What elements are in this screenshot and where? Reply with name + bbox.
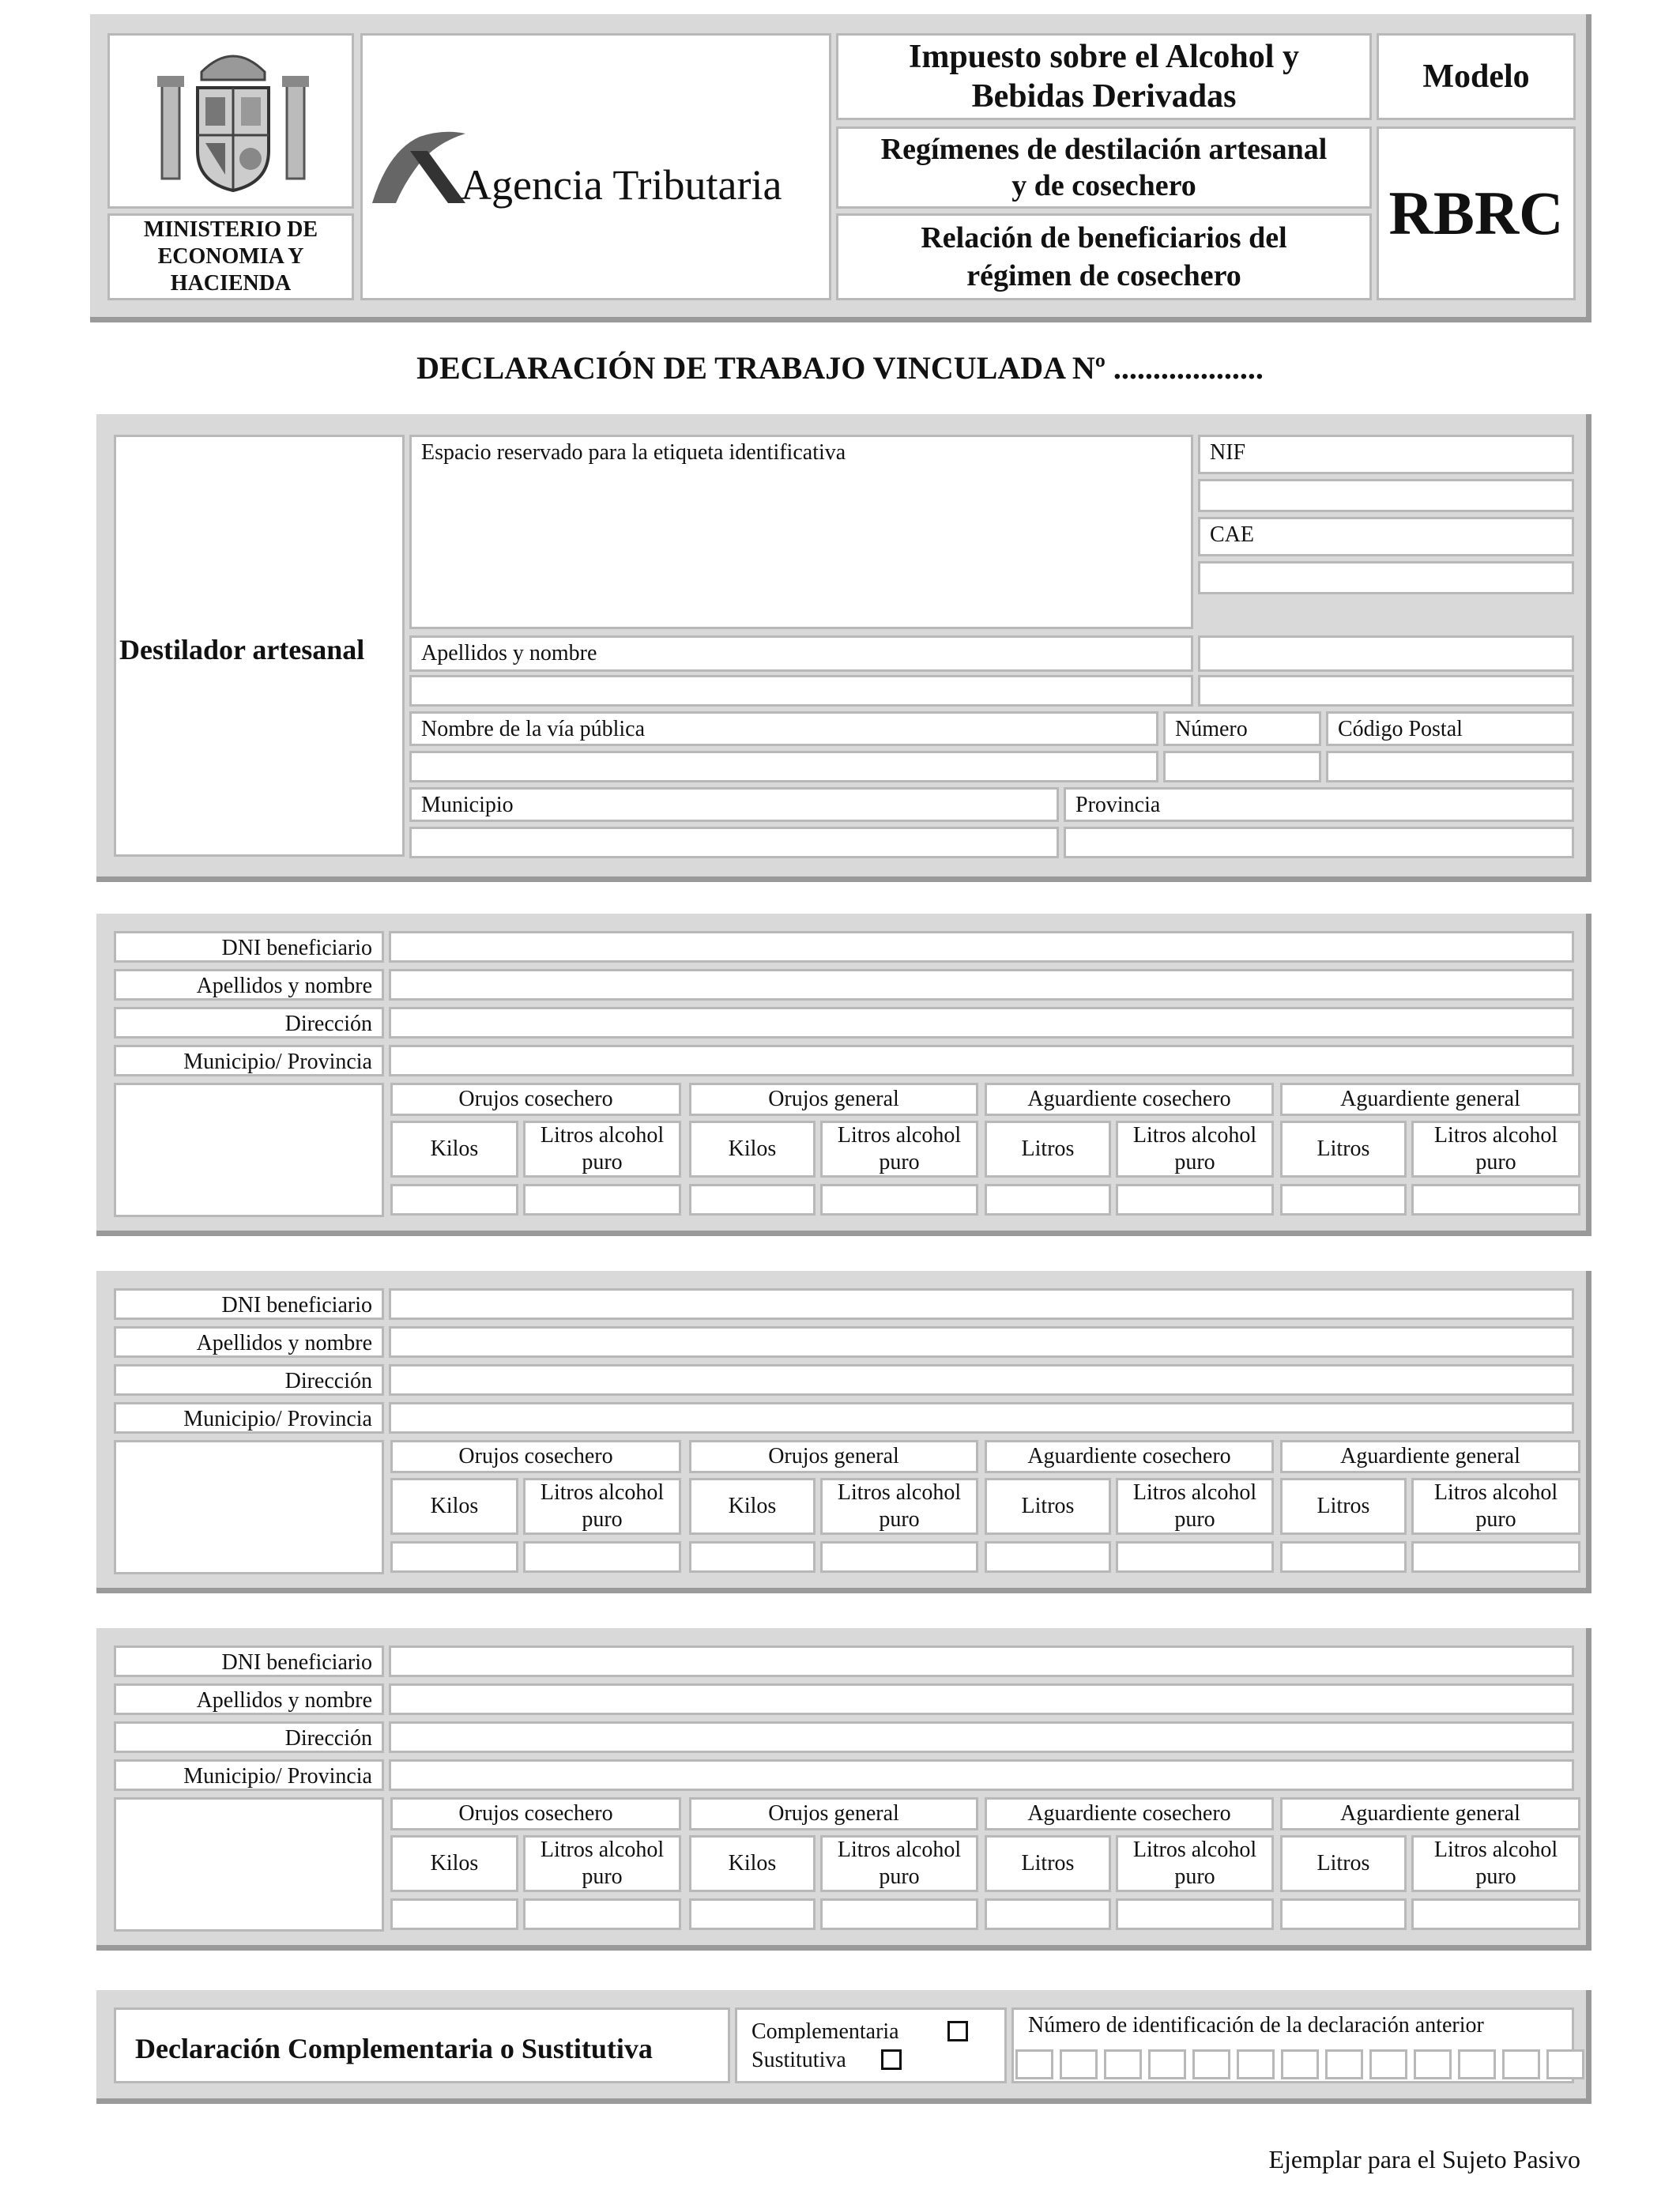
label-space-cell	[409, 435, 1193, 629]
beneficiary-address-label-cell	[114, 1007, 384, 1039]
previous-id-digit-input[interactable]	[1281, 2049, 1319, 2079]
product-col2-input[interactable]	[820, 1898, 978, 1930]
product-col2-header	[1411, 1835, 1580, 1892]
nif-label: NIF	[1210, 440, 1246, 465]
coat-of-arms-cell	[107, 33, 354, 209]
beneficiary-address-input[interactable]	[389, 1364, 1574, 1396]
postal-code-input[interactable]	[1326, 751, 1574, 782]
cae-label-cell	[1198, 517, 1574, 556]
product-col2-label: Litros alcohol puro	[1433, 1123, 1558, 1174]
product-group-header	[1280, 1440, 1580, 1473]
product-col1-input[interactable]	[689, 1184, 816, 1216]
label-space-label: Espacio reservado para la etiqueta identificativa	[421, 440, 846, 465]
previous-id-digit-input[interactable]	[1015, 2049, 1053, 2079]
product-col2-header	[1116, 1121, 1274, 1178]
cae-label: CAE	[1210, 522, 1254, 547]
product-col1-input[interactable]	[390, 1541, 518, 1573]
modelo-code: RBRC	[1388, 179, 1564, 247]
product-col2-label: Litros alcohol puro	[540, 1838, 665, 1889]
product-col1-label: Kilos	[430, 1494, 479, 1518]
beneficiary-municipality-input[interactable]	[389, 1045, 1574, 1076]
beneficiary-address-input[interactable]	[389, 1007, 1574, 1039]
beneficiary-dni-input[interactable]	[389, 931, 1574, 963]
product-col2-label: Litros alcohol puro	[540, 1480, 665, 1532]
product-col1-header	[1280, 1121, 1407, 1178]
postal-code-label: Código Postal	[1338, 717, 1463, 741]
previous-id-digit-input[interactable]	[1148, 2049, 1186, 2079]
product-col2-header	[1116, 1835, 1274, 1892]
beneficiary-name-input[interactable]	[389, 1326, 1574, 1358]
declaration-title: DECLARACIÓN DE TRABAJO VINCULADA Nº ...................	[416, 350, 1264, 386]
product-col1-header	[689, 1835, 816, 1892]
beneficiary-spacer-cell	[114, 1797, 384, 1932]
previous-id-digit-input[interactable]	[1546, 2049, 1584, 2079]
previous-id-digits	[1015, 2049, 1570, 2079]
beneficiary-municipality-label: Municipio/ Provincia	[183, 1764, 372, 1789]
product-col2-label: Litros alcohol puro	[1132, 1838, 1257, 1889]
product-col2-header	[820, 1121, 978, 1178]
product-col2-header	[523, 1478, 681, 1535]
beneficiary-spacer-cell	[114, 1083, 384, 1217]
product-group-header	[390, 1083, 681, 1116]
previous-id-digit-input[interactable]	[1369, 2049, 1407, 2079]
product-group-title: Orujos cosechero	[458, 1444, 613, 1468]
beneficiary-dni-label: DNI beneficiario	[221, 1293, 372, 1318]
beneficiary-name-input[interactable]	[389, 969, 1574, 1001]
modelo-label: Modelo	[1422, 58, 1530, 95]
nif-label-cell	[1198, 435, 1574, 474]
product-col1-header	[1280, 1835, 1407, 1892]
product-group-title: Aguardiente general	[1340, 1087, 1520, 1111]
product-group-header	[1280, 1083, 1580, 1116]
sustitutiva-label: Sustitutiva	[751, 2048, 846, 2072]
product-col1-input[interactable]	[689, 1541, 816, 1573]
beneficiary-dni-label: DNI beneficiario	[221, 936, 372, 960]
beneficiary-name-label-cell	[114, 1326, 384, 1358]
province-label: Provincia	[1075, 793, 1161, 817]
product-col2-input[interactable]	[820, 1184, 978, 1216]
product-col1-label: Litros	[1317, 1494, 1370, 1518]
footer-copy-label: Ejemplar para el Sujeto Pasivo	[1268, 2145, 1580, 2173]
product-col2-header	[820, 1478, 978, 1535]
beneficiary-spacer-cell	[114, 1440, 384, 1574]
previous-id-digit-input[interactable]	[1104, 2049, 1142, 2079]
product-col2-input[interactable]	[1411, 1184, 1580, 1216]
sustitutiva-checkbox[interactable]	[881, 2049, 902, 2070]
ministry-name: MINISTERIO DE ECONOMIA Y HACIENDA	[143, 217, 318, 296]
product-group-title: Orujos cosechero	[458, 1087, 613, 1111]
distiller-name-input[interactable]	[409, 675, 1193, 707]
product-col2-input[interactable]	[1411, 1898, 1580, 1930]
beneficiary-name-label: Apellidos y nombre	[196, 974, 372, 998]
product-col1-input[interactable]	[1280, 1898, 1407, 1930]
complementary-title: Declaración Complementaria o Sustitutiva	[135, 2033, 653, 2064]
product-group-title: Aguardiente general	[1340, 1444, 1520, 1468]
cae-input[interactable]	[1198, 561, 1574, 594]
beneficiary-address-label-cell	[114, 1721, 384, 1753]
street-label: Nombre de la vía pública	[421, 717, 646, 741]
product-col1-input[interactable]	[1280, 1184, 1407, 1216]
product-col1-label: Kilos	[430, 1851, 479, 1875]
beneficiary-municipality-label: Municipio/ Provincia	[183, 1050, 372, 1074]
product-col1-header	[689, 1478, 816, 1535]
beneficiary-municipality-label-cell	[114, 1759, 384, 1791]
product-group-title: Orujos general	[768, 1801, 899, 1826]
relation-cell	[836, 213, 1372, 300]
product-col1-label: Litros	[1317, 1851, 1370, 1875]
number-label-cell	[1163, 711, 1321, 746]
distiller-name-label-cell	[409, 635, 1193, 672]
product-col1-input[interactable]	[985, 1898, 1111, 1930]
beneficiary-address-input[interactable]	[389, 1721, 1574, 1753]
product-col2-label: Litros alcohol puro	[1132, 1480, 1257, 1532]
product-group-header	[689, 1083, 978, 1116]
beneficiary-municipality-label: Municipio/ Provincia	[183, 1407, 372, 1431]
beneficiary-municipality-input[interactable]	[389, 1402, 1574, 1434]
distiller-name-extra-cell	[1198, 635, 1574, 672]
product-col2-header	[523, 1835, 681, 1892]
complementary-options-cell	[735, 2007, 1007, 2083]
product-col2-input[interactable]	[820, 1541, 978, 1573]
previous-id-digit-input[interactable]	[1502, 2049, 1540, 2079]
beneficiary-name-label: Apellidos y nombre	[196, 1688, 372, 1713]
product-group-title: Orujos general	[768, 1087, 899, 1111]
product-col1-input[interactable]	[985, 1541, 1111, 1573]
product-col1-header	[1280, 1478, 1407, 1535]
agency-cell	[360, 33, 831, 300]
distiller-section-label: Destilador artesanal	[119, 634, 365, 665]
beneficiary-dni-label-cell	[114, 931, 384, 963]
product-col1-input[interactable]	[985, 1184, 1111, 1216]
street-label-cell	[409, 711, 1158, 746]
beneficiary-dni-label-cell	[114, 1646, 384, 1677]
product-col2-input[interactable]	[1116, 1184, 1274, 1216]
product-col1-label: Kilos	[728, 1494, 777, 1518]
previous-id-cell	[1011, 2007, 1574, 2083]
previous-id-digit-input[interactable]	[1325, 2049, 1363, 2079]
product-col2-input[interactable]	[1116, 1898, 1274, 1930]
product-group-title: Orujos general	[768, 1444, 899, 1468]
relation-title: Relación de beneficiarios del régimen de cosechero	[921, 221, 1287, 292]
product-col1-header	[985, 1121, 1111, 1178]
regimes-cell	[836, 126, 1372, 209]
municipality-label-cell	[409, 787, 1059, 822]
beneficiary-name-input[interactable]	[389, 1683, 1574, 1715]
product-col1-header	[390, 1835, 518, 1892]
product-col1-header	[390, 1478, 518, 1535]
product-col2-input[interactable]	[1116, 1541, 1274, 1573]
beneficiary-dni-label: DNI beneficiario	[221, 1650, 372, 1675]
product-group-header	[985, 1083, 1274, 1116]
beneficiary-dni-input[interactable]	[389, 1288, 1574, 1320]
product-group-title: Aguardiente general	[1340, 1801, 1520, 1826]
beneficiary-address-label: Dirección	[284, 1012, 372, 1036]
product-col2-label: Litros alcohol puro	[837, 1480, 962, 1532]
product-group-header	[689, 1797, 978, 1830]
complementary-title-cell	[114, 2007, 730, 2083]
regimes-title: Regímenes de destilación artesanal y de cosechero	[880, 133, 1328, 202]
beneficiary-municipality-input[interactable]	[389, 1759, 1574, 1791]
modelo-code-cell	[1377, 126, 1576, 300]
product-col2-header	[1411, 1478, 1580, 1535]
product-col2-header	[523, 1121, 681, 1178]
product-col2-label: Litros alcohol puro	[1132, 1123, 1257, 1174]
product-col1-header	[390, 1121, 518, 1178]
number-input[interactable]	[1163, 751, 1321, 782]
product-group-title: Aguardiente cosechero	[1027, 1444, 1231, 1468]
previous-id-digit-input[interactable]	[1458, 2049, 1496, 2079]
product-col1-label: Litros	[1021, 1494, 1075, 1518]
product-col1-label: Kilos	[430, 1137, 479, 1161]
beneficiary-name-label: Apellidos y nombre	[196, 1331, 372, 1355]
product-col2-header	[1411, 1121, 1580, 1178]
modelo-label-cell	[1377, 33, 1576, 120]
product-col1-label: Kilos	[728, 1137, 777, 1161]
product-group-title: Aguardiente cosechero	[1027, 1087, 1231, 1111]
product-col1-label: Litros	[1317, 1137, 1370, 1161]
previous-id-digit-input[interactable]	[1192, 2049, 1230, 2079]
agency-logo-icon	[372, 127, 465, 203]
previous-id-label: Número de identificación de la declaración anterior	[1028, 2013, 1484, 2038]
product-col1-input[interactable]	[689, 1898, 816, 1930]
product-col2-input[interactable]	[523, 1184, 681, 1216]
tax-title-cell	[836, 33, 1372, 120]
product-col1-input[interactable]	[1280, 1541, 1407, 1573]
agency-name: Agencia Tributaria	[461, 161, 782, 209]
product-group-header	[390, 1440, 681, 1473]
beneficiary-dni-input[interactable]	[389, 1646, 1574, 1677]
previous-id-digit-input[interactable]	[1414, 2049, 1452, 2079]
product-col2-label: Litros alcohol puro	[1433, 1480, 1558, 1532]
complementaria-label: Complementaria	[751, 2019, 899, 2044]
beneficiary-name-label-cell	[114, 1683, 384, 1715]
municipality-label: Municipio	[421, 793, 514, 817]
product-col1-input[interactable]	[390, 1898, 518, 1930]
number-label: Número	[1175, 717, 1248, 741]
product-group-header	[985, 1797, 1274, 1830]
nif-input[interactable]	[1198, 479, 1574, 512]
municipality-input[interactable]	[409, 827, 1059, 858]
product-col2-header	[1116, 1478, 1274, 1535]
beneficiary-address-label: Dirección	[284, 1726, 372, 1751]
product-col2-label: Litros alcohol puro	[837, 1838, 962, 1889]
province-label-cell	[1064, 787, 1574, 822]
product-col2-header	[820, 1835, 978, 1892]
beneficiary-dni-label-cell	[114, 1288, 384, 1320]
product-col1-header	[985, 1835, 1111, 1892]
product-group-header	[390, 1797, 681, 1830]
coat-of-arms-icon	[154, 40, 312, 198]
distiller-section-cell	[114, 435, 405, 857]
distiller-name-extra-input[interactable]	[1198, 675, 1574, 707]
product-col2-label: Litros alcohol puro	[837, 1123, 962, 1174]
beneficiary-municipality-label-cell	[114, 1045, 384, 1076]
street-input[interactable]	[409, 751, 1158, 782]
product-group-title: Orujos cosechero	[458, 1801, 613, 1826]
beneficiary-name-label-cell	[114, 969, 384, 1001]
complementaria-checkbox[interactable]	[947, 2021, 968, 2041]
province-input[interactable]	[1064, 827, 1574, 858]
ministry-cell	[107, 213, 354, 300]
beneficiary-municipality-label-cell	[114, 1402, 384, 1434]
product-col2-label: Litros alcohol puro	[1433, 1838, 1558, 1889]
tax-title: Impuesto sobre el Alcohol y Bebidas Derivadas	[909, 39, 1299, 115]
beneficiary-address-label-cell	[114, 1364, 384, 1396]
product-col1-label: Litros	[1021, 1137, 1075, 1161]
previous-id-digit-input[interactable]	[1237, 2049, 1275, 2079]
product-group-header	[1280, 1797, 1580, 1830]
product-col1-header	[985, 1478, 1111, 1535]
postal-code-label-cell	[1326, 711, 1574, 746]
distiller-name-label: Apellidos y nombre	[421, 641, 597, 665]
product-col2-input[interactable]	[1411, 1541, 1580, 1573]
product-col2-input[interactable]	[523, 1541, 681, 1573]
previous-id-digit-input[interactable]	[1060, 2049, 1098, 2079]
product-group-title: Aguardiente cosechero	[1027, 1801, 1231, 1826]
product-col1-input[interactable]	[390, 1184, 518, 1216]
product-col2-label: Litros alcohol puro	[540, 1123, 665, 1174]
product-col1-label: Litros	[1021, 1851, 1075, 1875]
product-col1-header	[689, 1121, 816, 1178]
product-col2-input[interactable]	[523, 1898, 681, 1930]
product-group-header	[985, 1440, 1274, 1473]
beneficiary-address-label: Dirección	[284, 1369, 372, 1393]
product-col1-label: Kilos	[728, 1851, 777, 1875]
product-group-header	[689, 1440, 978, 1473]
